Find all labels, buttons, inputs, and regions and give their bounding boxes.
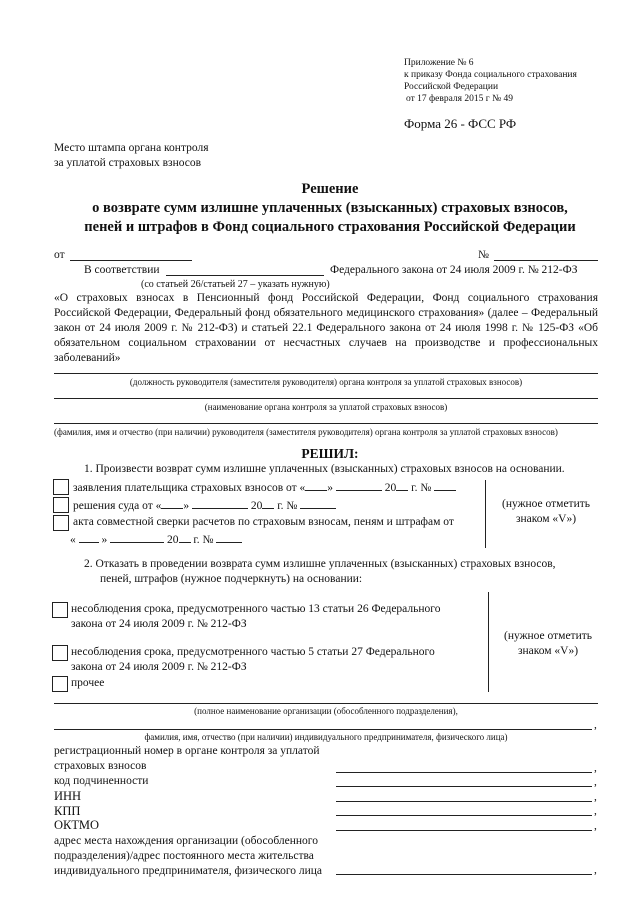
checkbox-reconciliation-act[interactable] [53,515,69,531]
month-field[interactable] [192,497,248,509]
form-number: Форма 26 - ФСС РФ [404,116,517,131]
kpp-field[interactable] [336,815,592,816]
reg-number-label-line1: регистрационный номер в органе контроля за уплатой [54,745,320,757]
authority-field[interactable] [54,398,598,399]
number-label: г. № [411,482,432,494]
section1-item-reconciliation [73,515,454,530]
address-field[interactable] [336,874,592,875]
title-main: Решение [301,181,359,197]
number-field[interactable] [494,260,598,261]
reg-number-field[interactable] [336,772,592,773]
oktmo-label: ОКТМО [54,818,99,832]
reg-number-label [54,744,354,774]
day-field[interactable] [305,479,327,491]
item-text: акта совместной сверки расчетов по страховым взносам, пеням и штрафам от [73,516,454,528]
address-label [54,834,344,879]
comma: , [594,762,597,774]
item-line2: закона от 24 июля 2009 г. № 212-ФЗ [71,618,247,630]
section2-heading [84,557,604,587]
section2-item-other: прочее [71,677,105,689]
number-label: г. № [277,500,298,512]
quote-close: » [183,500,190,512]
from-date-field[interactable] [70,260,192,261]
document-title [40,180,620,237]
appendix-date: от 17 февраля 2015 г № 49 [406,94,514,104]
org-name-field[interactable] [54,703,598,704]
item-line2: закона от 24 июля 2009 г. № 212-ФЗ [71,661,247,673]
comma: , [594,791,597,803]
quote-close: » [327,482,334,494]
section2-heading-line2: пеней, штрафов (нужное подчеркнуть) на основании: [100,573,363,585]
comma: , [594,719,597,731]
kpp-label: КПП [54,804,81,818]
stamp-place [54,141,209,171]
title-line2: о возврате сумм излишне уплаченных (взысканных) страховых взносов, [92,200,568,216]
year-prefix: 20 [250,500,263,512]
title-line3: пеней и штрафов в Фонд социального страхования Российской Федерации [84,219,576,235]
accordance-label: В соответствии [84,264,160,276]
inn-label: ИНН [54,789,82,803]
comma: , [594,864,597,876]
year-field[interactable] [179,531,191,543]
address-label-line3: индивидуального предпринимателя, физического лица [54,865,323,877]
article-field[interactable] [166,275,324,276]
section2-item-art27 [71,645,485,675]
appendix-number: Приложение № 6 [404,58,474,68]
quote-close: » [101,534,108,546]
head-name-field[interactable] [54,423,598,424]
comma: , [594,820,597,832]
section2-heading-line1: 2. Отказать в проведении возврата сумм излишне уплаченных (взысканных) страховых взносов, [84,558,556,570]
number-label: № [478,249,489,261]
sub-code-label: код подчиненности [54,775,149,787]
appendix-order: к приказу Фонда социального страхования [404,70,577,80]
number-label: г. № [193,534,214,546]
checkbox-art26-deadline[interactable] [52,602,68,618]
month-field[interactable] [110,531,164,543]
section1-note: (нужное отметить знаком «V») [501,498,590,525]
section1-heading: 1. Произвести возврат сумм излишне уплаченных (взысканных) страховых взносов на основании. [84,463,565,475]
person-name-field[interactable] [54,729,592,730]
day-field[interactable] [161,497,183,509]
section2-note: (нужное отметить знаком «V») [503,630,592,657]
doc-number-field[interactable] [434,479,456,491]
law-reference: Федерального закона от 24 июля 2009 г. № 212-ФЗ [330,264,578,276]
preamble: «О страховых взносах в Пенсионный фонд Российской Федерации, Фонд социального страхования Российской Федерации, Федеральный фонд обязательного медицинского страхования» (далее – Федеральный закон от 24 июля 2009 г. № 212-ФЗ) и статьей 22.1 Федерального закона от 24 июля 1998 г. № 125-ФЗ «Об обязательном социальном страховании от несчастных случаев на производстве и профессиональных заболеваний» [54,292,598,364]
section2-divider [488,592,489,692]
quote-open: « [70,534,76,546]
item-line1: несоблюдения срока, предусмотренного частью 13 статьи 26 Федерального [71,603,441,615]
checkbox-court-decision[interactable] [53,497,69,513]
day-field[interactable] [79,531,99,543]
address-label-line1: адрес места нахождения организации (обособленного [54,835,318,847]
section1-divider [485,480,486,548]
item-text: заявления плательщика страховых взносов от « [73,482,306,494]
reg-number-label-line2: страховых взносов [54,760,147,772]
article-hint: (со статьей 26/статьей 27 – указать нужную) [141,279,330,290]
address-label-line2: подразделения)/адрес постоянного места жительства [54,850,314,862]
section1-item-court [73,497,336,514]
sub-code-field[interactable] [336,786,592,787]
position-field[interactable] [54,373,598,374]
position-caption: (должность руководителя (заместителя руководителя) органа контроля за уплатой страховых взносов) [129,377,523,387]
doc-number-field[interactable] [300,497,336,509]
checkbox-art27-deadline[interactable] [52,645,68,661]
doc-number-field[interactable] [216,531,242,543]
section1-item-application [73,479,456,496]
section1-item-reconciliation-date [70,531,242,548]
authority-caption: (наименование органа контроля за уплатой страховых взносов) [204,402,448,412]
oktmo-field[interactable] [336,830,592,831]
decided-heading: РЕШИЛ: [301,446,359,461]
year-prefix: 20 [384,482,397,494]
org-name-caption: (полное наименование организации (обособленного подразделения), [194,706,458,716]
year-field[interactable] [262,497,274,509]
stamp-place-line2: за уплатой страховых взносов [54,157,202,169]
section2-item-art26 [71,602,485,632]
comma: , [594,776,597,788]
appendix-federation: Российской Федерации [404,82,499,92]
appendix-block [404,57,634,105]
item-text: решения суда от « [73,500,162,512]
comma: , [594,805,597,817]
inn-field[interactable] [336,801,592,802]
year-prefix: 20 [167,534,179,546]
month-field[interactable] [336,479,382,491]
stamp-place-line1: Место штампа органа контроля [54,142,209,154]
checkbox-other[interactable] [52,676,68,692]
checkbox-application[interactable] [53,479,69,495]
head-name-caption: (фамилия, имя и отчество (при наличии) руководителя (заместителя руководителя) органа контроля за уплатой страховых взносов) [54,427,558,437]
item-line1: несоблюдения срока, предусмотренного частью 5 статьи 27 Федерального [71,646,435,658]
year-field[interactable] [396,479,408,491]
person-name-caption: фамилия, имя, отчество (при наличии) индивидуального предпринимателя, физического лица) [144,732,508,742]
from-label: от [54,249,65,261]
